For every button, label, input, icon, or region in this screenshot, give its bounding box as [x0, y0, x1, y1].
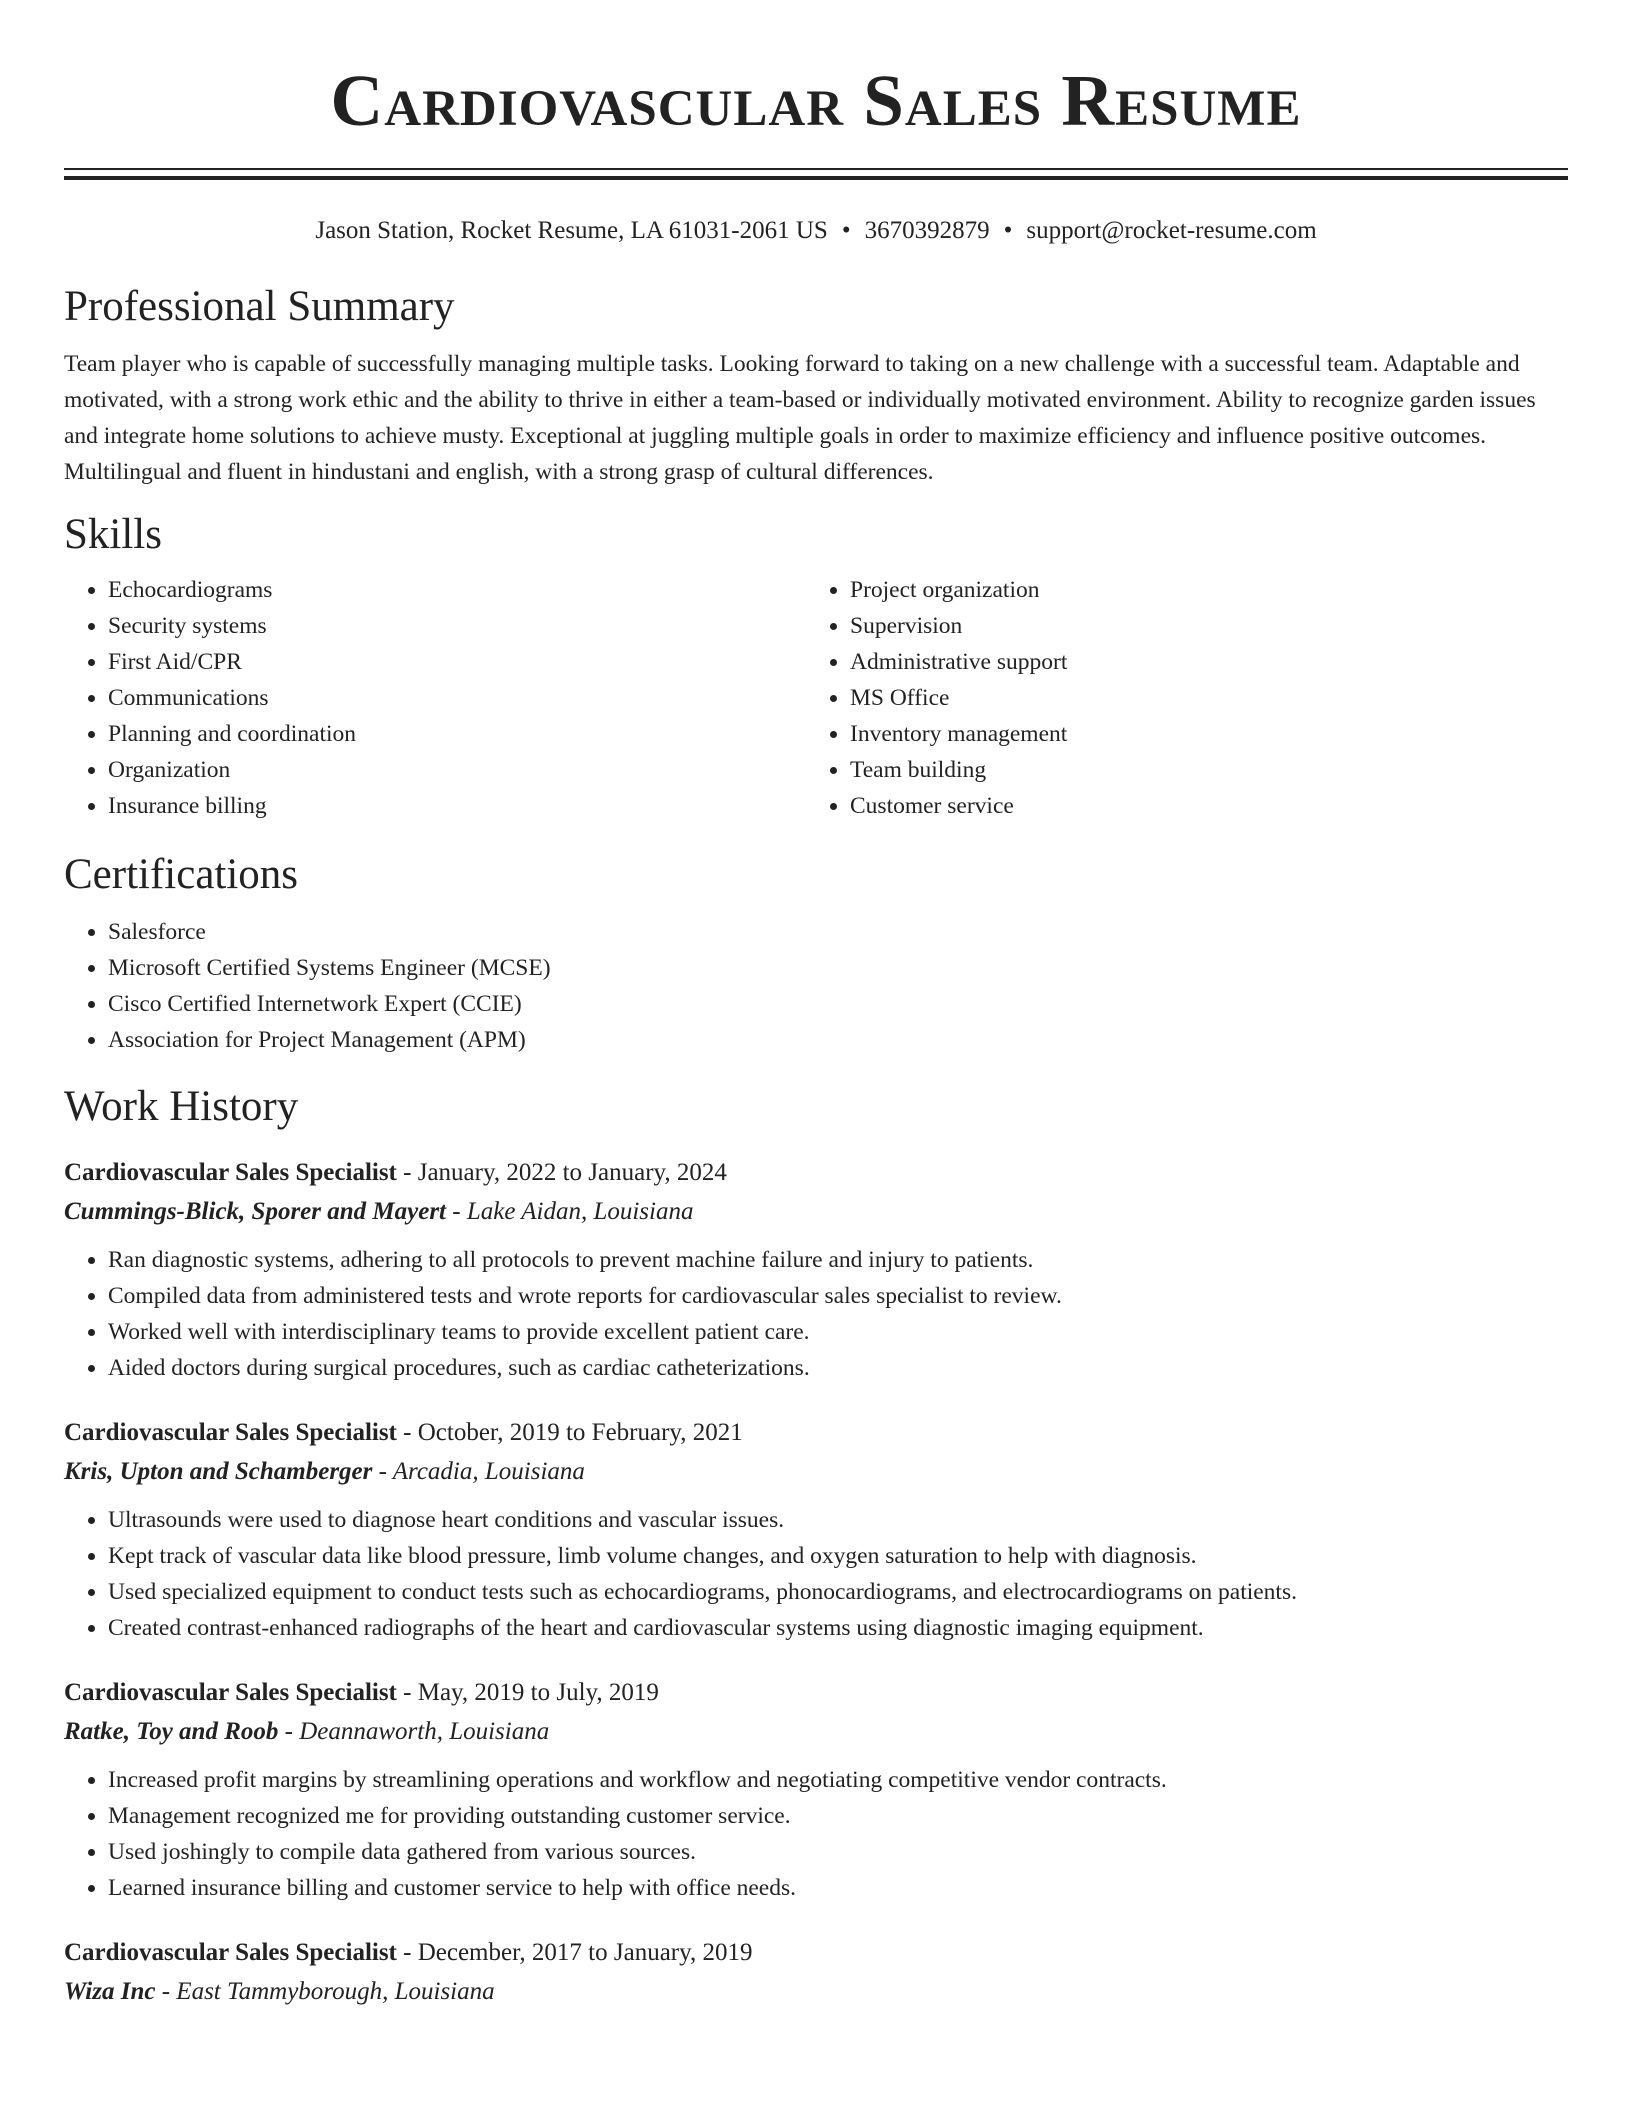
- job-dates: October, 2019 to February, 2021: [417, 1419, 743, 1446]
- job-header: Cardiovascular Sales Specialist - December, 2017 to January, 2019: [64, 1939, 753, 1966]
- job-entry: [64, 1154, 1568, 1386]
- skill-item: • Customer service: [850, 788, 1548, 824]
- job-entry: [64, 1674, 1568, 1906]
- skill-item: • Planning and coordination: [108, 716, 806, 752]
- resume-title: Cardiovascular Sales Resume: [330, 60, 1302, 141]
- job-employer: Kris, Upton and Schamberger - Arcadia, Louisiana: [64, 1458, 585, 1485]
- job-duty: • Increased profit margins by streamlining operations and workflow and negotiating competitive vendor contracts.: [108, 1762, 1568, 1798]
- skill-item: • Insurance billing: [108, 788, 806, 824]
- skills-column-right: [806, 572, 1548, 824]
- job-role: Cardiovascular Sales Specialist: [64, 1159, 397, 1186]
- job-company: Cummings-Blick, Sporer and Mayert: [64, 1198, 446, 1225]
- job-dates: May, 2019 to July, 2019: [417, 1679, 659, 1706]
- job-entry: [64, 1934, 1568, 2012]
- job-employer: Ratke, Toy and Roob - Deannaworth, Louisiana: [64, 1718, 550, 1745]
- work-history-heading: Work History: [64, 1083, 299, 1130]
- summary-heading: Professional Summary: [64, 283, 455, 330]
- header-divider-thick: [64, 176, 1568, 180]
- job-duty: • Used joshingly to compile data gathered from various sources.: [108, 1834, 1568, 1870]
- job-duty: • Ran diagnostic systems, adhering to all protocols to prevent machine failure and injury to patients.: [108, 1242, 1568, 1278]
- job-company: Ratke, Toy and Roob: [64, 1718, 279, 1745]
- skill-item: • Project organization: [850, 572, 1548, 608]
- certification-item: • Cisco Certified Internetwork Expert (CCIE): [108, 986, 1568, 1022]
- skill-item: • Security systems: [108, 608, 806, 644]
- contact-email: support@rocket-resume.com: [1026, 217, 1317, 244]
- job-location: Lake Aidan, Louisiana: [466, 1198, 694, 1225]
- job-header: Cardiovascular Sales Specialist - January, 2022 to January, 2024: [64, 1159, 727, 1186]
- job-employer: Wiza Inc - East Tammyborough, Louisiana: [64, 1978, 495, 2005]
- skill-item: • Echocardiograms: [108, 572, 806, 608]
- job-employer: Cummings-Blick, Sporer and Mayert - Lake Aidan, Louisiana: [64, 1198, 694, 1225]
- job-duties-list: [64, 1762, 1568, 1906]
- job-location: East Tammyborough, Louisiana: [176, 1978, 495, 2005]
- certifications-heading: Certifications: [64, 851, 299, 898]
- job-location: Arcadia, Louisiana: [392, 1458, 585, 1485]
- skill-item: • Supervision: [850, 608, 1548, 644]
- job-duty: • Learned insurance billing and customer service to help with office needs.: [108, 1870, 1568, 1906]
- skills-list-right: [806, 572, 1548, 824]
- job-company: Wiza Inc: [64, 1978, 156, 2005]
- contact-separator: •: [841, 217, 851, 244]
- job-duty: • Ultrasounds were used to diagnose heart conditions and vascular issues.: [108, 1502, 1568, 1538]
- skill-item: • Organization: [108, 752, 806, 788]
- certification-item: • Microsoft Certified Systems Engineer (MCSE): [108, 950, 1568, 986]
- job-dates: January, 2022 to January, 2024: [417, 1159, 727, 1186]
- job-company: Kris, Upton and Schamberger: [64, 1458, 373, 1485]
- skill-item: • First Aid/CPR: [108, 644, 806, 680]
- job-header: Cardiovascular Sales Specialist - May, 2019 to July, 2019: [64, 1679, 659, 1706]
- skill-item: • Team building: [850, 752, 1548, 788]
- job-duty: • Worked well with interdisciplinary teams to provide excellent patient care.: [108, 1314, 1568, 1350]
- job-duty: • Created contrast-enhanced radiographs of the heart and cardiovascular systems using diagnostic imaging equipment.: [108, 1610, 1568, 1646]
- job-role: Cardiovascular Sales Specialist: [64, 1419, 397, 1446]
- summary-text: Team player who is capable of successfully managing multiple tasks. Looking forward to taking on a new challenge with a successful team. Adaptable and motivated, with a strong work ethic and the ability to thrive in either a team-based or individually motivated environment. Ability to recognize garden issues and integrate home solutions to achieve musty. Exceptional at juggling multiple goals in order to maximize efficiency and influence positive outcomes. Multilingual and fluent in hindustani and english, with a strong grasp of cultural differences.: [64, 351, 1536, 485]
- skill-item: • Administrative support: [850, 644, 1548, 680]
- job-role: Cardiovascular Sales Specialist: [64, 1939, 397, 1966]
- job-entry: [64, 1414, 1568, 1646]
- job-duties-list: [64, 1502, 1568, 1646]
- header-divider-thin: [64, 168, 1568, 170]
- certifications-list: [64, 914, 1568, 1058]
- job-header: Cardiovascular Sales Specialist - October, 2019 to February, 2021: [64, 1419, 743, 1446]
- job-duty: • Compiled data from administered tests and wrote reports for cardiovascular sales specialist to review.: [108, 1278, 1568, 1314]
- certification-item: • Association for Project Management (APM): [108, 1022, 1568, 1058]
- job-duty: • Management recognized me for providing outstanding customer service.: [108, 1798, 1568, 1834]
- job-location: Deannaworth, Louisiana: [299, 1718, 550, 1745]
- contact-phone: 3670392879: [864, 217, 990, 244]
- contact-separator: •: [1003, 217, 1013, 244]
- job-role: Cardiovascular Sales Specialist: [64, 1679, 397, 1706]
- certification-item: • Salesforce: [108, 914, 1568, 950]
- job-dates: December, 2017 to January, 2019: [417, 1939, 753, 1966]
- skills-list-left: [64, 572, 806, 824]
- skills-column-left: [64, 572, 806, 824]
- skills-heading: Skills: [64, 511, 162, 558]
- skill-item: • Inventory management: [850, 716, 1548, 752]
- job-duty: • Aided doctors during surgical procedures, such as cardiac catheterizations.: [108, 1350, 1568, 1386]
- contact-line: [64, 216, 1568, 246]
- skill-item: • MS Office: [850, 680, 1548, 716]
- skills-grid: [64, 572, 1568, 824]
- job-duty: • Used specialized equipment to conduct tests such as echocardiograms, phonocardiograms, and electrocardiograms on patients.: [108, 1574, 1568, 1610]
- job-duty: • Kept track of vascular data like blood pressure, limb volume changes, and oxygen saturation to help with diagnosis.: [108, 1538, 1568, 1574]
- job-duties-list: [64, 1242, 1568, 1386]
- contact-address: Jason Station, Rocket Resume, LA 61031-2061 US: [315, 217, 828, 244]
- skill-item: • Communications: [108, 680, 806, 716]
